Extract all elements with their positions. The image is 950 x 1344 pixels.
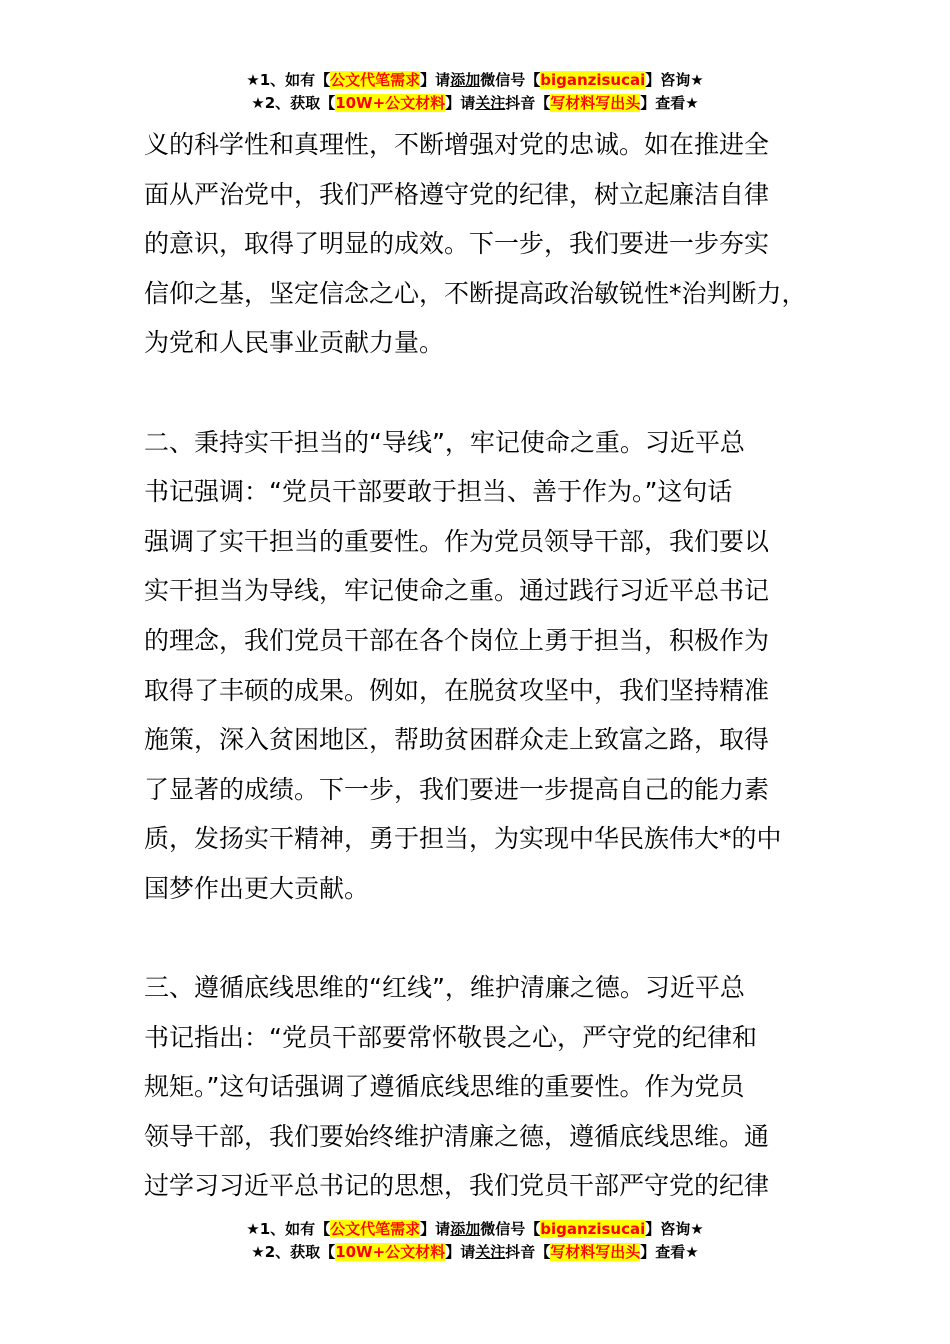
body-line: 书记指出：“党员干部要常怀敬畏之心，严守党的纪律和 <box>144 1022 757 1052</box>
body-line: 的意识，取得了明显的成效。下一步，我们要进一步夯实 <box>144 229 770 259</box>
paragraph-gap <box>144 914 844 964</box>
body-line: 面从严治党中，我们严格遵守党的纪律，树立起廉洁自律 <box>144 179 770 209</box>
body-line: 国梦作出更大贡献。 <box>144 873 370 903</box>
body-line: 信仰之基，坚定信念之心，不断提高政治敏锐性*治判断力， <box>144 278 807 308</box>
section-heading-line: 二、秉持实干担当的“导线”，牢记使命之重。习近平总 <box>144 427 745 457</box>
body-line: 强调了实干担当的重要性。作为党员领导干部，我们要以 <box>144 526 770 556</box>
banner-line-1: ★1、如有【公文代笔需求】请添加微信号【biganzisucai】咨询★ <box>246 71 704 89</box>
body-line: 了显著的成绩。下一步，我们要进一步提高自己的能力素 <box>144 774 770 804</box>
resource-highlight: 10W+公文材料 <box>335 94 446 112</box>
body-line: 书记强调：“党员干部要敢于担当、善于作为。”这句话 <box>144 477 733 507</box>
body-line: 规矩。”这句话强调了遵循底线思维的重要性。作为党员 <box>144 1072 745 1102</box>
body-line: 取得了丰硕的成果。例如，在脱贫攻坚中，我们坚持精准 <box>144 675 770 705</box>
douyin-account-highlight: 写材料写出头 <box>550 94 641 112</box>
banner-line-2: ★2、获取【10W+公文材料】请关注抖音【写材料写出头】查看★ <box>251 1243 699 1261</box>
banner-line-2: ★2、获取【10W+公文材料】请关注抖音【写材料写出头】查看★ <box>251 94 699 112</box>
paragraph-gap <box>144 368 844 418</box>
footer-banner <box>0 1218 950 1264</box>
service-highlight: 公文代笔需求 <box>330 1220 421 1238</box>
body-line: 领导干部，我们要始终维护清廉之德，遵循底线思维。通 <box>144 1121 770 1151</box>
wechat-id-highlight: biganzisucai <box>540 71 646 89</box>
body-line: 质，发扬实干精神，勇于担当，为实现中华民族伟大*的中 <box>144 824 782 854</box>
body-line: 施策，深入贫困地区，帮助贫困群众走上致富之路，取得 <box>144 725 770 755</box>
service-highlight: 公文代笔需求 <box>330 71 421 89</box>
body-line: 的理念，我们党员干部在各个岗位上勇于担当，积极作为 <box>144 625 770 655</box>
header-banner <box>0 69 950 115</box>
body-line: 义的科学性和真理性，不断增强对党的忠诚。如在推进全 <box>144 130 770 159</box>
document-body <box>144 120 844 1211</box>
banner-line-1: ★1、如有【公文代笔需求】请添加微信号【biganzisucai】咨询★ <box>246 1220 704 1238</box>
section-heading-line: 三、遵循底线思维的“红线”，维护清廉之德。习近平总 <box>144 973 745 1003</box>
resource-highlight: 10W+公文材料 <box>335 1243 446 1261</box>
body-line: 为党和人民事业贡献力量。 <box>144 328 445 358</box>
douyin-account-highlight: 写材料写出头 <box>550 1243 641 1261</box>
wechat-id-highlight: biganzisucai <box>540 1220 646 1238</box>
body-line: 实干担当为导线，牢记使命之重。通过践行习近平总书记 <box>144 576 770 606</box>
body-line: 过学习习近平总书记的思想，我们党员干部严守党的纪律 <box>144 1171 770 1201</box>
